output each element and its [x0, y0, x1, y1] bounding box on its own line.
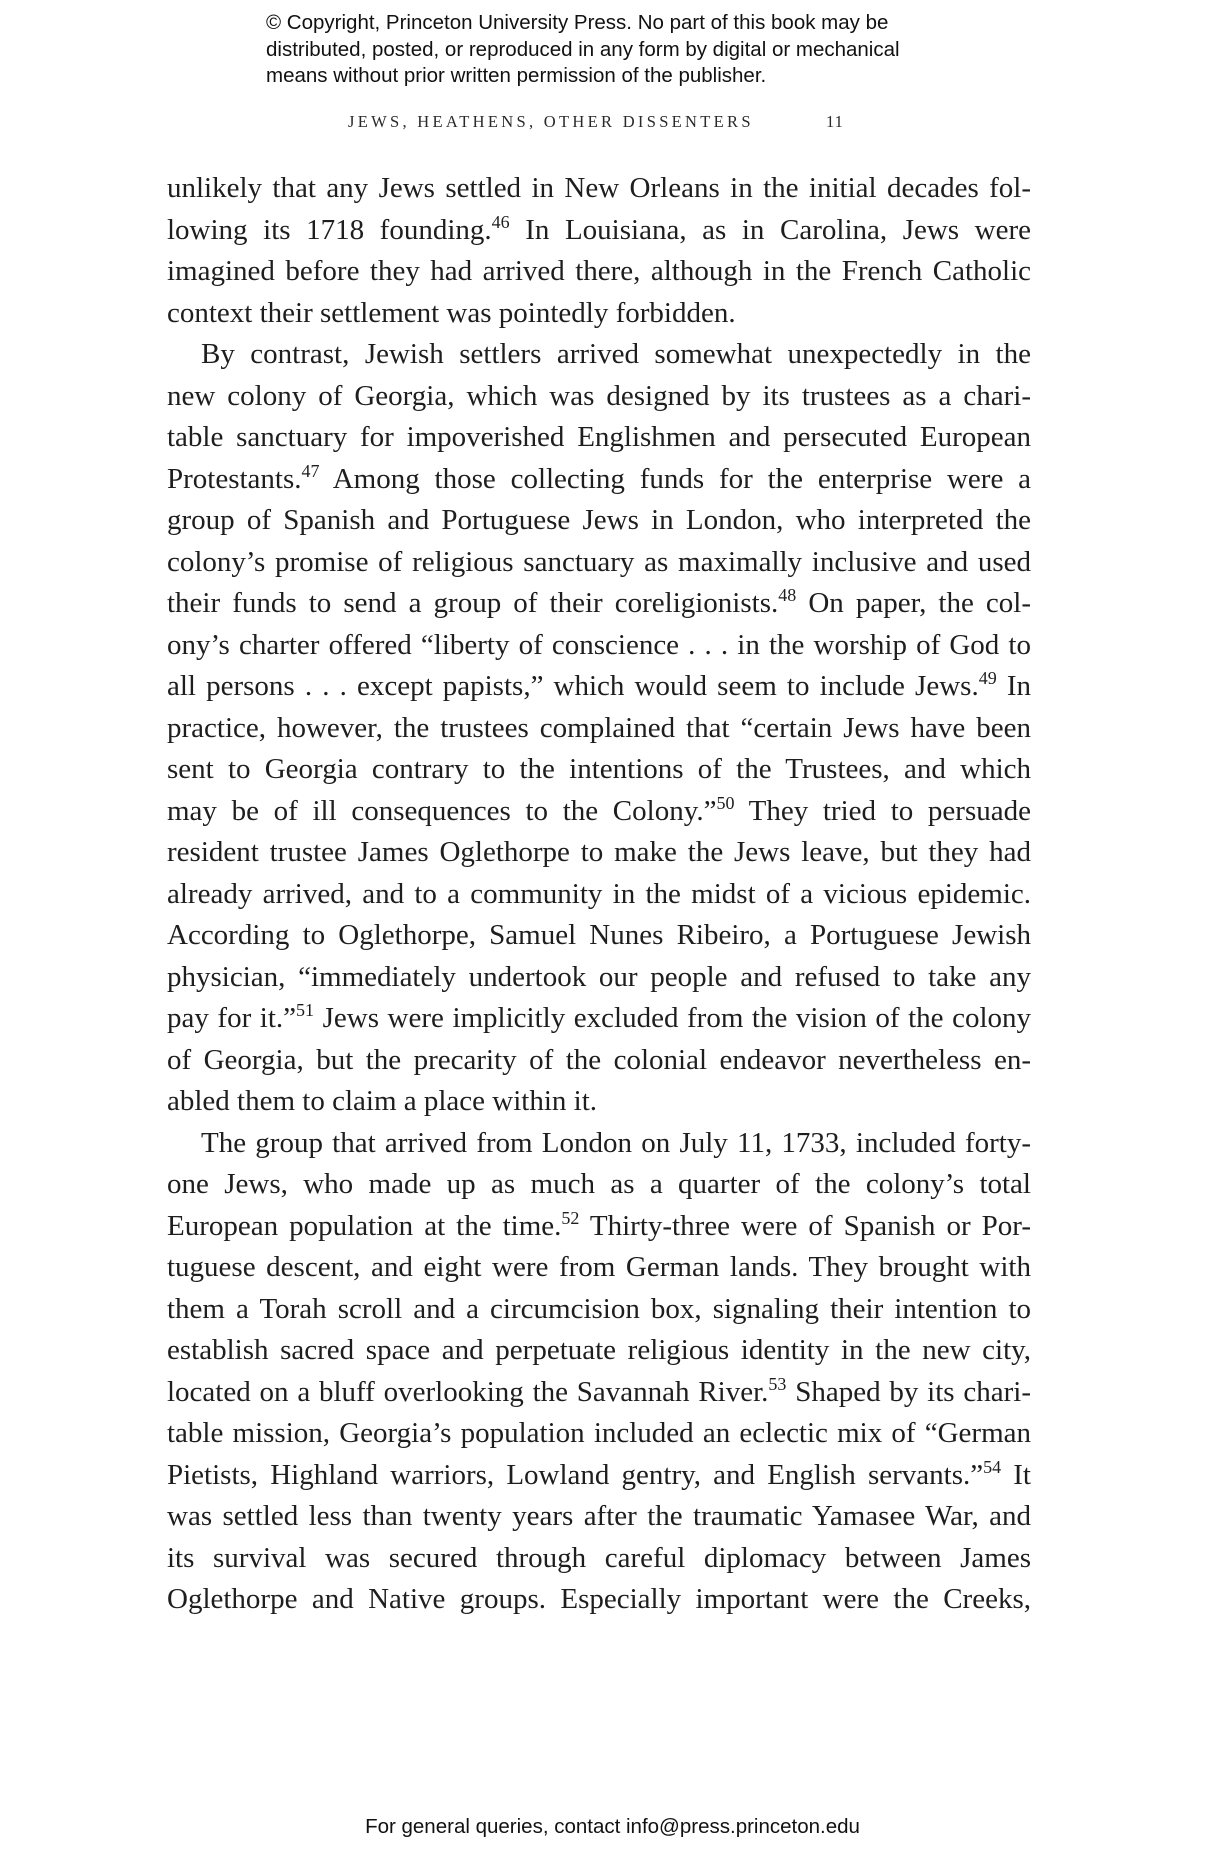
text-line [167, 376, 1031, 418]
text-line [167, 1081, 1031, 1123]
text-line [167, 417, 1031, 459]
text-line [167, 749, 1031, 791]
line-text: On paper, the col- [796, 587, 1031, 619]
line-text: colony’s promise of religious sanctuary as maximally inclusive and used [167, 545, 1031, 578]
line-text: By contrast, Jewish settlers arrived somewhat unexpectedly in the [201, 338, 1031, 370]
line-text: may be of ill consequences to the Colony.” [167, 794, 717, 827]
line-text: Jews were implicitly excluded from the vision of the colony [314, 1002, 1032, 1034]
text-line [167, 459, 1031, 501]
line-text: of Georgia, but the precarity of the colonial endeavor nevertheless en- [167, 1043, 1031, 1076]
line-text: Thirty-three were of Spanish or Por- [579, 1209, 1031, 1242]
footnote-reference[interactable]: 47 [301, 460, 320, 481]
line-text: unlikely that any Jews settled in New Orleans in the initial decades fol- [167, 172, 1031, 204]
text-line [167, 500, 1031, 542]
text-line [167, 957, 1031, 999]
copyright-notice [266, 10, 986, 90]
line-text: one Jews, who made up as much as a quarter of the colony’s total [167, 1168, 1031, 1200]
text-line [167, 874, 1031, 916]
text-line [167, 1040, 1031, 1082]
line-text: In Louisiana, as in Carolina, Jews were [509, 213, 1031, 246]
text-line [167, 998, 1031, 1040]
footnote-reference[interactable]: 48 [778, 585, 797, 605]
text-line [167, 583, 1031, 625]
running-head [348, 112, 848, 138]
line-text: their funds to send a group of their coreligionists. [167, 587, 779, 619]
line-text: was settled less than twenty years after the traumatic Yamasee War, and [167, 1500, 1031, 1532]
text-line [167, 542, 1031, 584]
line-text: European population at the time. [167, 1209, 562, 1242]
line-text: Pietists, Highland warriors, Lowland gentry, and English servants.” [167, 1458, 984, 1491]
line-text: context their settlement was pointedly forbidden. [167, 296, 736, 329]
line-text: resident trustee James Oglethorpe to make the Jews leave, but they had [167, 836, 1031, 868]
text-line [167, 1247, 1031, 1289]
text-line [167, 1579, 1031, 1621]
copyright-line: means without prior written permission of the publisher. [266, 64, 767, 87]
line-text: new colony of Georgia, which was designed by its trustees as a chari- [167, 379, 1031, 412]
text-line [167, 1289, 1031, 1331]
line-text: tuguese descent, and eight were from German lands. They brought with [167, 1251, 1031, 1283]
line-text: sent to Georgia contrary to the intentions of the Trustees, and which [167, 753, 1031, 785]
footnote-reference[interactable]: 46 [491, 211, 510, 232]
text-line [167, 210, 1031, 252]
text-line [167, 168, 1031, 210]
line-text: Protestants. [167, 462, 302, 495]
line-text: In [996, 670, 1031, 702]
paragraph-first-line [167, 1123, 1031, 1165]
chapter-title: JEWS, HEATHENS, OTHER DISSENTERS [348, 112, 754, 131]
footnote-reference[interactable]: 52 [561, 1207, 580, 1228]
line-text: Among those collecting funds for the enterprise were a [319, 462, 1031, 495]
text-line [167, 708, 1031, 750]
text-line [167, 1496, 1031, 1538]
paragraph-first-line [167, 334, 1031, 376]
line-text: table sanctuary for impoverished Englishmen and persecuted European [167, 421, 1031, 453]
line-text: practice, however, the trustees complained that “certain Jews have been [167, 711, 1031, 744]
text-line [167, 1330, 1031, 1372]
line-text: them a Torah scroll and a circumcision box, signaling their intention to [167, 1292, 1031, 1325]
text-line [167, 1372, 1031, 1414]
text-line [167, 832, 1031, 874]
text-line [167, 915, 1031, 957]
line-text: It [1001, 1458, 1031, 1491]
line-text: abled them to claim a place within it. [167, 1085, 598, 1117]
text-line [167, 1413, 1031, 1455]
copyright-line: © Copyright, Princeton University Press. No part of this book may be [266, 11, 889, 34]
page-number: 11 [826, 112, 844, 131]
footnote-reference[interactable]: 54 [983, 1456, 1002, 1477]
text-line [167, 1164, 1031, 1206]
line-text: Oglethorpe and Native groups. Especially important were the Creeks, [167, 1583, 1031, 1615]
text-line [167, 251, 1031, 293]
line-text: pay for it.” [167, 1002, 297, 1034]
line-text: already arrived, and to a community in the midst of a vicious epidemic. [167, 877, 1031, 910]
text-line [167, 293, 1031, 335]
line-text: The group that arrived from London on July 11, 1733, included forty- [201, 1126, 1031, 1159]
line-text: lowing its 1718 founding. [167, 213, 492, 246]
footnote-reference[interactable]: 53 [768, 1373, 787, 1394]
line-text: According to Oglethorpe, Samuel Nunes Ribeiro, a Portuguese Jewish [167, 919, 1031, 951]
copyright-line: distributed, posted, or reproduced in any form by digital or mechanical [266, 37, 900, 61]
line-text: group of Spanish and Portuguese Jews in London, who interpreted the [167, 504, 1031, 536]
line-text: located on a bluff overlooking the Savannah River. [167, 1375, 769, 1408]
line-text: all persons . . . except papists,” which would seem to include Jews. [167, 670, 979, 702]
line-text: ony’s charter offered “liberty of conscience . . . in the worship of God to [167, 628, 1031, 661]
text-line [167, 625, 1031, 667]
text-line [167, 1206, 1031, 1248]
line-text: Shaped by its chari- [786, 1375, 1031, 1408]
text-line [167, 666, 1031, 708]
text-line [167, 1455, 1031, 1497]
text-line [167, 1538, 1031, 1580]
footer-contact: For general queries, contact info@press.princeton.edu [365, 1815, 860, 1838]
body-text [167, 168, 1031, 1621]
footnote-reference[interactable]: 50 [716, 792, 735, 813]
line-text: physician, “immediately undertook our people and refused to take any [167, 960, 1031, 993]
line-text: They tried to persuade [734, 794, 1031, 827]
line-text: table mission, Georgia’s population included an eclectic mix of “German [167, 1417, 1031, 1449]
text-line [167, 791, 1031, 833]
line-text: its survival was secured through careful diplomacy between James [167, 1541, 1031, 1574]
footnote-reference[interactable]: 51 [296, 1000, 315, 1020]
line-text: establish sacred space and perpetuate religious identity in the new city, [167, 1334, 1031, 1366]
line-text: imagined before they had arrived there, although in the French Catholic [167, 255, 1031, 287]
footnote-reference[interactable]: 49 [978, 668, 997, 688]
